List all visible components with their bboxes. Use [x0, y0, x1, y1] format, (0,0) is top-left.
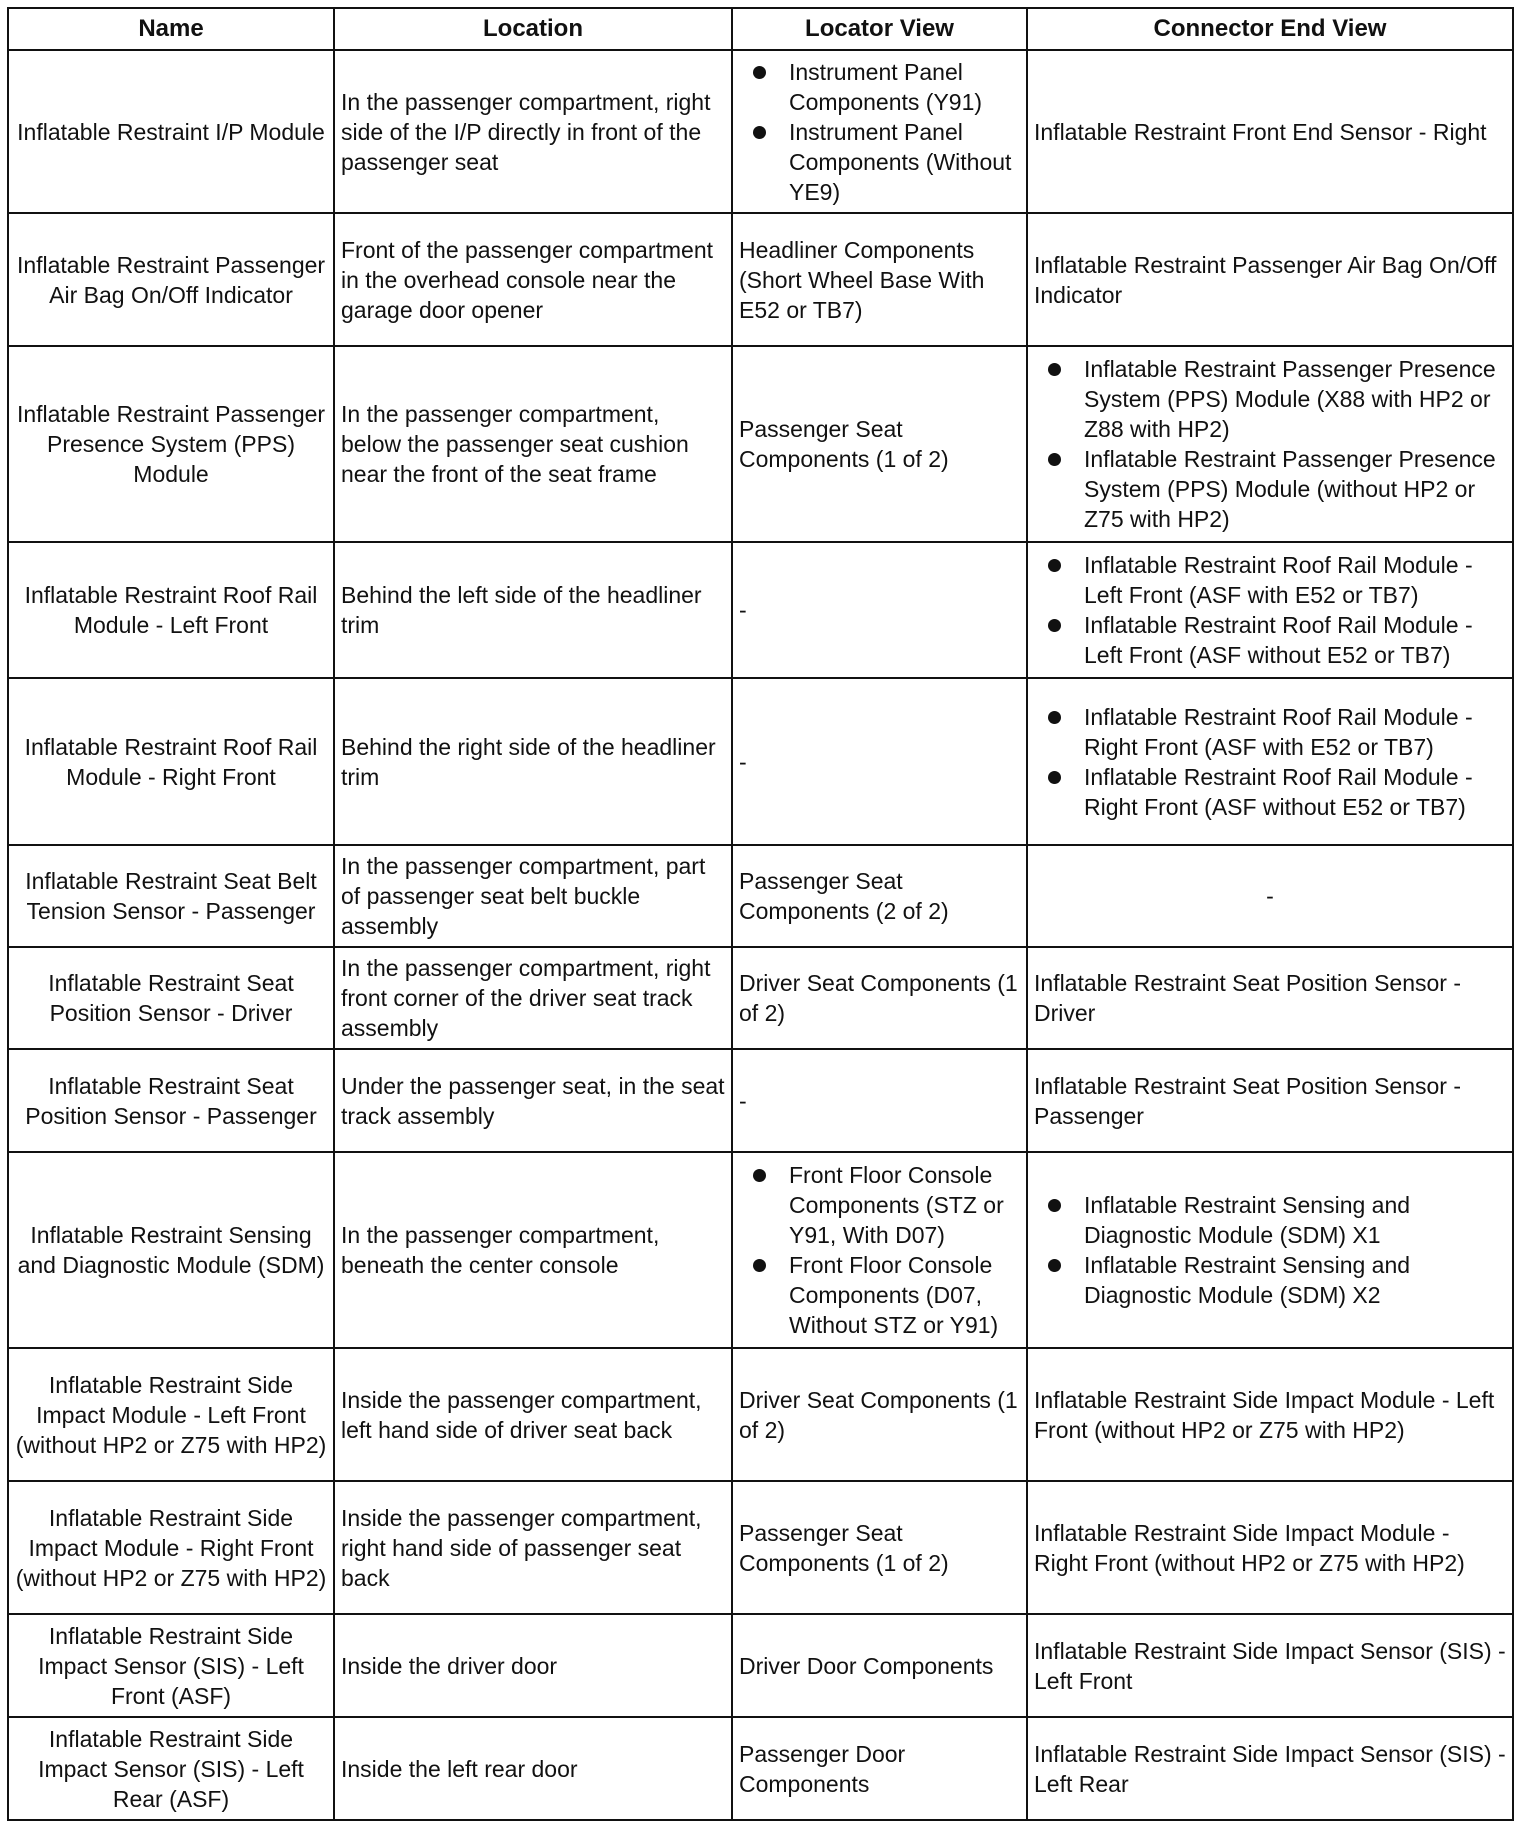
cell-name: Inflatable Restraint Seat Position Sensor - Passenger — [8, 1049, 334, 1152]
cell-locator-view: Passenger Seat Components (1 of 2) — [732, 346, 1027, 542]
bullet-item: Inflatable Restraint Sensing and Diagnostic Module (SDM) X1 — [1084, 1190, 1506, 1250]
cell-connector-end-view: Inflatable Restraint Seat Position Sensor - Passenger — [1027, 1049, 1513, 1152]
header-row — [8, 8, 1513, 50]
cell-connector-end-view — [1027, 346, 1513, 542]
header-name: Name — [8, 8, 334, 50]
cell-name: Inflatable Restraint Passenger Presence System (PPS) Module — [8, 346, 334, 542]
table-row — [8, 1614, 1513, 1717]
table-row — [8, 1717, 1513, 1820]
cell-locator-view: Passenger Door Components — [732, 1717, 1027, 1820]
bullet-item: Instrument Panel Components (Y91) — [789, 57, 1020, 117]
bullet-item: Inflatable Restraint Roof Rail Module - Right Front (ASF without E52 or TB7) — [1084, 762, 1506, 822]
cell-locator-view — [732, 1152, 1027, 1348]
bullet-item: Inflatable Restraint Sensing and Diagnostic Module (SDM) X2 — [1084, 1250, 1506, 1310]
table-row — [8, 213, 1513, 346]
cell-name: Inflatable Restraint Roof Rail Module - Right Front — [8, 678, 334, 845]
header-locator-view: Locator View — [732, 8, 1027, 50]
bullet-item: Inflatable Restraint Roof Rail Module - Left Front (ASF without E52 or TB7) — [1084, 610, 1506, 670]
cell-location: In the passenger compartment, right side of the I/P directly in front of the passenger seat — [334, 50, 732, 213]
table-row — [8, 1481, 1513, 1614]
bullet-item: Inflatable Restraint Passenger Presence System (PPS) Module (without HP2 or Z75 with HP2) — [1084, 444, 1506, 534]
cell-connector-end-view — [1027, 678, 1513, 845]
table-row — [8, 542, 1513, 678]
table-row — [8, 1049, 1513, 1152]
cell-locator-view: - — [732, 542, 1027, 678]
cell-location: Front of the passenger compartment in the overhead console near the garage door opener — [334, 213, 732, 346]
bullet-item: Front Floor Console Components (STZ or Y91, With D07) — [789, 1160, 1020, 1250]
cell-connector-end-view: Inflatable Restraint Side Impact Module - Right Front (without HP2 or Z75 with HP2) — [1027, 1481, 1513, 1614]
table-row — [8, 678, 1513, 845]
cell-connector-end-view: Inflatable Restraint Front End Sensor - Right — [1027, 50, 1513, 213]
header-location: Location — [334, 8, 732, 50]
cell-name: Inflatable Restraint I/P Module — [8, 50, 334, 213]
cell-location: Inside the passenger compartment, right hand side of passenger seat back — [334, 1481, 732, 1614]
cell-location: In the passenger compartment, below the passenger seat cushion near the front of the seat frame — [334, 346, 732, 542]
cell-location: Inside the left rear door — [334, 1717, 732, 1820]
cell-connector-end-view — [1027, 542, 1513, 678]
cell-location: Inside the passenger compartment, left hand side of driver seat back — [334, 1348, 732, 1481]
cell-connector-end-view: Inflatable Restraint Side Impact Sensor (SIS) - Left Front — [1027, 1614, 1513, 1717]
cell-location: In the passenger compartment, beneath the center console — [334, 1152, 732, 1348]
cell-locator-view: - — [732, 678, 1027, 845]
cell-name: Inflatable Restraint Sensing and Diagnostic Module (SDM) — [8, 1152, 334, 1348]
cell-location: Under the passenger seat, in the seat track assembly — [334, 1049, 732, 1152]
table-row — [8, 346, 1513, 542]
bullet-item: Inflatable Restraint Roof Rail Module - Left Front (ASF with E52 or TB7) — [1084, 550, 1506, 610]
cell-name: Inflatable Restraint Side Impact Sensor (SIS) - Left Rear (ASF) — [8, 1717, 334, 1820]
cell-locator-view: Driver Door Components — [732, 1614, 1027, 1717]
cell-locator-view: Passenger Seat Components (1 of 2) — [732, 1481, 1027, 1614]
cell-locator-view: Headliner Components (Short Wheel Base With E52 or TB7) — [732, 213, 1027, 346]
table-row — [8, 1152, 1513, 1348]
cell-connector-end-view: Inflatable Restraint Side Impact Sensor (SIS) - Left Rear — [1027, 1717, 1513, 1820]
table-row — [8, 50, 1513, 213]
cell-locator-view: Passenger Seat Components (2 of 2) — [732, 845, 1027, 947]
component-locator-table — [7, 7, 1514, 1821]
cell-name: Inflatable Restraint Seat Belt Tension Sensor - Passenger — [8, 845, 334, 947]
cell-location: In the passenger compartment, right front corner of the driver seat track assembly — [334, 947, 732, 1049]
bullet-item: Inflatable Restraint Passenger Presence System (PPS) Module (X88 with HP2 or Z88 with HP2) — [1084, 354, 1506, 444]
cell-location: Inside the driver door — [334, 1614, 732, 1717]
cell-name: Inflatable Restraint Side Impact Module - Left Front (without HP2 or Z75 with HP2) — [8, 1348, 334, 1481]
cell-name: Inflatable Restraint Roof Rail Module - Left Front — [8, 542, 334, 678]
table-row — [8, 845, 1513, 947]
table-row — [8, 1348, 1513, 1481]
cell-locator-view: Driver Seat Components (1 of 2) — [732, 947, 1027, 1049]
cell-location: In the passenger compartment, part of passenger seat belt buckle assembly — [334, 845, 732, 947]
cell-locator-view: Driver Seat Components (1 of 2) — [732, 1348, 1027, 1481]
cell-name: Inflatable Restraint Side Impact Module - Right Front (without HP2 or Z75 with HP2) — [8, 1481, 334, 1614]
cell-connector-end-view — [1027, 1152, 1513, 1348]
cell-name: Inflatable Restraint Passenger Air Bag On/Off Indicator — [8, 213, 334, 346]
bullet-item: Instrument Panel Components (Without YE9) — [789, 117, 1020, 207]
bullet-item: Inflatable Restraint Roof Rail Module - Right Front (ASF with E52 or TB7) — [1084, 702, 1506, 762]
table-row — [8, 947, 1513, 1049]
cell-connector-end-view: Inflatable Restraint Seat Position Sensor - Driver — [1027, 947, 1513, 1049]
cell-connector-end-view: - — [1027, 845, 1513, 947]
cell-connector-end-view: Inflatable Restraint Side Impact Module - Left Front (without HP2 or Z75 with HP2) — [1027, 1348, 1513, 1481]
cell-locator-view — [732, 50, 1027, 213]
cell-location: Behind the right side of the headliner trim — [334, 678, 732, 845]
header-connector-end-view: Connector End View — [1027, 8, 1513, 50]
cell-name: Inflatable Restraint Seat Position Sensor - Driver — [8, 947, 334, 1049]
bullet-item: Front Floor Console Components (D07, Without STZ or Y91) — [789, 1250, 1020, 1340]
cell-name: Inflatable Restraint Side Impact Sensor (SIS) - Left Front (ASF) — [8, 1614, 334, 1717]
cell-connector-end-view: Inflatable Restraint Passenger Air Bag On/Off Indicator — [1027, 213, 1513, 346]
cell-locator-view: - — [732, 1049, 1027, 1152]
cell-location: Behind the left side of the headliner trim — [334, 542, 732, 678]
